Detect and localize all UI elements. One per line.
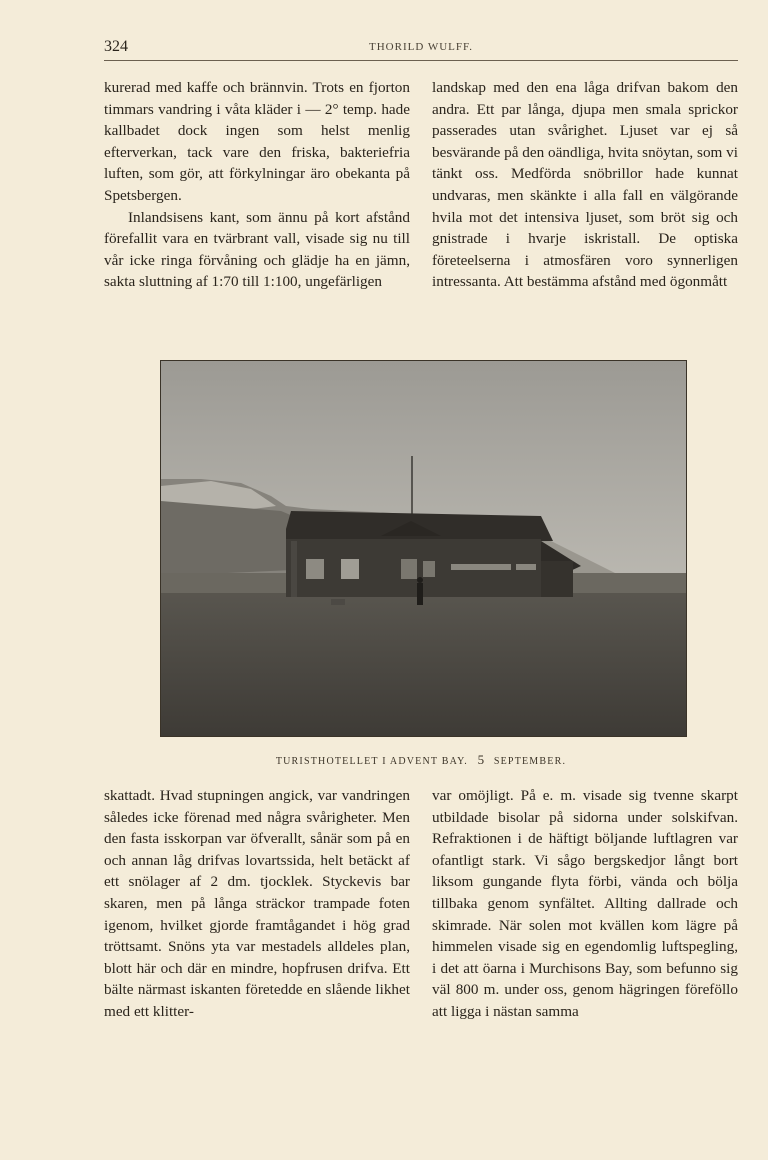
hotel-photograph: [160, 360, 687, 737]
paragraph: Inlandsisens kant, som ännu på kort afstånd förefallit vara en tvärbrant vall, visade sig nu till vår icke ringa förvåning och glädje ha en jämn, sakta sluttning af 1:70 till 1:100, ungefärligen: [104, 208, 410, 291]
column-top-right: [432, 77, 738, 339]
photo-illustration: [161, 361, 686, 736]
header-rule: [104, 60, 738, 61]
photo-caption: [104, 752, 738, 768]
caption-text: TURISTHOTELLET I ADVENT BAY.: [275, 756, 468, 767]
column-bottom-right: [432, 785, 738, 1065]
paragraph: landskap med den ena låga drifvan bakom den andra. Ett par långa, djupa men smala sprickor passerades utan svårighet. Ljuset var ej så besvärande på den oändliga, hvita snöytan, som vi tänkt oss. Medförda snöbrillor hade kunnat undvaras, men skänkte i alla fall en välgörande hvila mot det intensiva ljuset, som bröt sig och gnistrade i hvarje iskristall. De optiska företeelserna i atmosfären voro synnerligen intressanta. Att bestämma afstånd med ögonmått: [432, 79, 738, 291]
column-bottom-left: [104, 785, 410, 1065]
page-header: [104, 38, 738, 62]
page-number: 324: [104, 38, 128, 55]
paragraph: var omöjligt. På e. m. visade sig tvenne skarpt utbildade bisolar på sidorna under solskifvan. Refraktionen i de häftigt böljande luftlagren var ofantligt stark. Vi sågo bergskedjor långt bort liksom gungande flyta förbi, vända och bölja tillbaka genom synfältet. Allting dallrade och skimrade. När solen mot kvällen kom lägre på himmelen visade sig en egendomlig luftspegling, i det att öarna i Murchisons Bay, som befunno sig väl 800 m. under oss, genom hägringen föreföllo att ligga i nästan samma: [432, 787, 738, 1020]
caption-number: 5: [477, 752, 485, 767]
paragraph: skattadt. Hvad stupningen angick, var vandringen således icke förenad med några svårigheter. Men den fasta isskorpan var öfverallt, sånär som på en och annan låg drifvas lovartssida, helt betäckt af ett snölager af 2 dm. tjocklek. Styckevis bar skaren, men på långa sträckor trampade foten igenom, hvilket gjorde framtågandet i hög grad tröttsamt. Snöns yta var mestadels alldeles plan, blott här och där en mindre, hopfrusen drifva. Ett bälte närmast iskanten företedde en slående likhet med ett klitter-: [104, 787, 410, 1020]
running-head: THORILD WULFF.: [369, 41, 473, 53]
caption-month: SEPTEMBER.: [493, 756, 567, 767]
paragraph: kurerad med kaffe och brännvin. Trots en fjorton timmars vandring i våta kläder i — 2° temp. hade kallbadet dock ingen som helst menlig efterverkan, tack vare den friska, bakteriefria luften, som gör, att förkylningar äro obekanta på Spetsbergen.: [104, 79, 410, 204]
column-top-left: [104, 77, 410, 339]
